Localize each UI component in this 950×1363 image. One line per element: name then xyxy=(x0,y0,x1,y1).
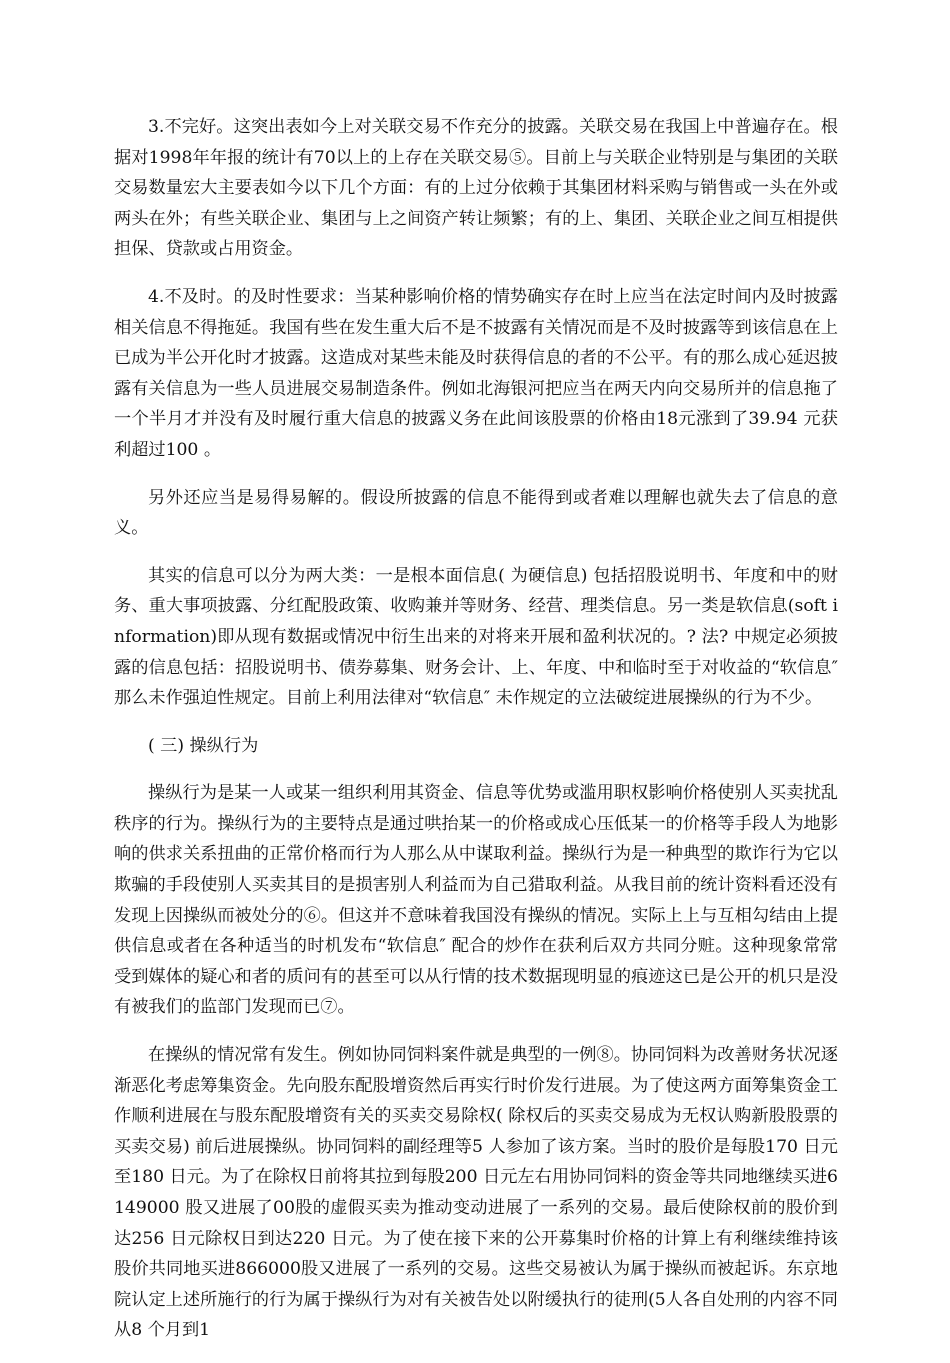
paragraph-kyodo-feed-case: 在操纵的情况常有发生。例如协同饲料案件就是典型的一例⑧。协同饲料为改善财务状况逐渐恶化考虑筹集资金。先向股东配股增资然后再实行时价发行进展。为了使这两方面筹集资金工作顺利进展在与股东配股增资有关的买卖交易除权( 除权后的买卖交易成为无权认购新股股票的买卖交易) 前后进展操纵。协同饲料的副经理等5 人参加了该方案。当时的股价是每股170 日元至180 日元。为了在除权日前将其拉到每股200 日元左右用协同饲料的资金等共同地继续买进6149000 股又进展了00股的虚假买卖为推动变动进展了一系列的交易。最后使除权前的股价到达256 日元除权日到达220 日元。为了使在接下来的公开募集时价格的计算上有利继续维持该股价共同地买进866000股又进展了一系列的交易。这些交易被认为属于操纵而被起诉。东京地院认定上述所施行的行为属于操纵行为对有关被告处以附缓执行的徒刑(5人各自处刑的内容不同从8 个月到1 xyxy=(114,1045,838,1341)
section-heading-manipulation: ( 三) 操纵行为 xyxy=(148,735,259,756)
paragraph-incomplete-disclosure: 3.不完好。这突出表如今上对关联交易不作充分的披露。关联交易在我国上中普遍存在。根据对1998年年报的统计有70以上的上存在关联交易⑤。目前上与关联企业特别是与集团的关联交易数量宏大主要表如今以下几个方面：有的上过分依赖于其集团材料采购与销售或一头在外或两头在外；有些关联企业、集团与上之间资产转让频繁；有的上、集团、关联企业之间互相提供担保、贷款或占用资金。 xyxy=(114,117,838,260)
paragraph-accessibility: 另外还应当是易得易解的。假设所披露的信息不能得到或者难以理解也就失去了信息的意义。 xyxy=(114,487,838,539)
paragraph-manipulation-definition: 操纵行为是某一人或某一组织利用其资金、信息等优势或滥用职权影响价格使别人买卖扰乱秩序的行为。操纵行为的主要特点是通过哄抬某一的价格或成心压低某一的价格等手段人为地影响的供求关系扭曲的正常价格而行为人那么从中谋取利益。操纵行为是一种典型的欺诈行为它以欺骗的手段使别人买卖其目的是损害别人利益而为自己猎取利益。从我目前的统计资料看还没有发现上因操纵而被处分的⑥。但这并不意味着我国没有操纵的情况。实际上上与互相勾结由上提供信息或者在各种适当的时机发布“软信息″ 配合的炒作在获利后双方共同分赃。这种现象常常受到媒体的疑心和者的质问有的甚至可以从行情的技术数据现明显的痕迹这已是公开的机只是没有被我们的监部门发现而已⑦。 xyxy=(114,783,838,1018)
paragraph-untimely-disclosure: 4.不及时。的及时性要求：当某种影响价格的情势确实存在时上应当在法定时间内及时披露相关信息不得拖延。我国有些在发生重大后不是不披露有关情况而是不及时披露等到该信息在上已成为半公开化时才披露。这造成对某些未能及时获得信息的者的不公平。有的那么成心延迟披露有关信息为一些人员进展交易制造条件。例如北海银河把应当在两天内向交易所并的信息拖了一个半月才并没有及时履行重大信息的披露义务在此间该股票的价格由18元涨到了39.94 元获利超过100 。 xyxy=(114,286,838,460)
document-body xyxy=(114,112,838,1363)
paragraph-information-types: 其实的信息可以分为两大类：一是根本面信息( 为硬信息) 包括招股说明书、年度和中的财务、重大事项披露、分红配股政策、收购兼并等财务、经营、理类信息。另一类是软信息(soft information)即从现有数据或情况中衍生出来的对将来开展和盈利状况的。? 法? 中规定必须披露的信息包括：招股说明书、债券募集、财务会计、上、年度、中和临时至于对收益的“软信息″ 那么未作强迫性规定。目前上利用法律对“软信息″ 未作规定的立法破绽进展操纵的行为不少。 xyxy=(114,565,838,709)
